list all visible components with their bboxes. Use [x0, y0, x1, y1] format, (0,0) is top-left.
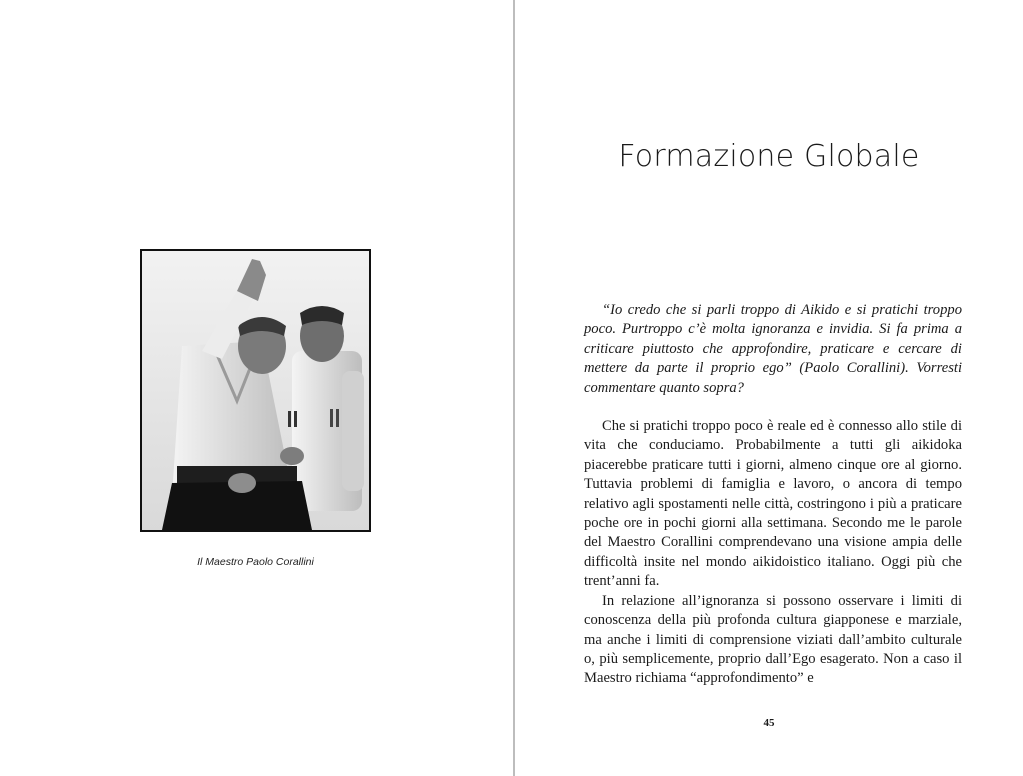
page-number: 45 — [763, 717, 775, 729]
photo-caption: Il Maestro Paolo Corallini — [197, 556, 314, 568]
aikido-photo-icon — [142, 251, 369, 530]
quote-paragraph: “Io credo che si parli troppo di Aikido e si pratichi troppo poco. Purtroppo c’è molta ignoranza e invidia. Si fa prima a criticare piuttosto che approfondire, praticare e cercare di mettere da parte il proprio ego” (Paolo Corallini). Vorresti commentare quanto sopra? — [584, 302, 962, 396]
body-paragraph-2: In relazione all’ignoranza si possono osservare i limiti di conoscenza della più profonda cultura giapponese e marziale, ma anche i limiti di comprensione viziati dall’ambito culturale o, più semplicemente, proprio dall’Ego esagerato. Non a caso il Maestro richiama “approfondimento” e — [584, 592, 962, 687]
body-paragraph-1: Che si pratichi troppo poco è reale ed è connesso allo stile di vita che conduciamo. Probabilmente a tutti gli aikidoka piacerebbe praticare tutti i giorni, almeno cinque ore al giorno. Tuttavia problemi di famiglia e lavoro, o ancora di tempo relativo agli spostamenti nelle città, costringono i più a praticare poche ore in pochi giorni alla settimana. Secondo me le parole del Maestro Corallini comprendevano una visione ampia delle difficoltà insite nel mondo aikidoistico italiano. Oggi più che trent’anni fa. — [584, 418, 962, 590]
aikido-photo — [140, 249, 371, 532]
right-page — [515, 0, 1023, 776]
body-text — [584, 301, 962, 689]
chapter-title: Formazione Globale — [618, 139, 920, 174]
